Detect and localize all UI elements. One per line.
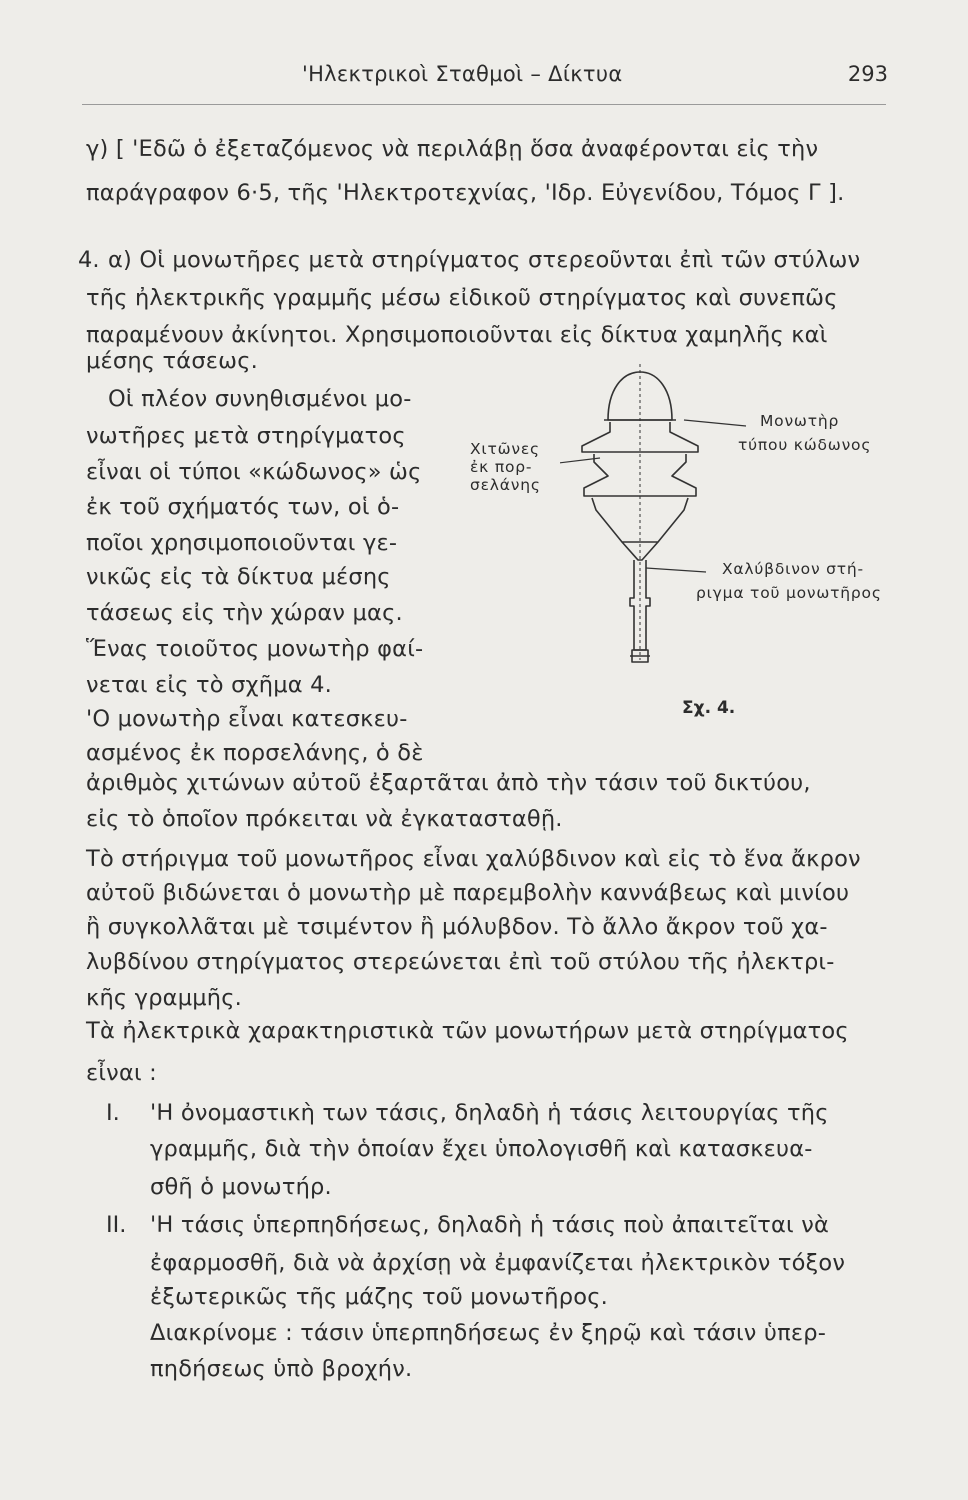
text-line: Οἱ πλέον συνηθισμένοι μο-	[108, 386, 412, 412]
list-item-line: ἐξωτερικῶς τῆς μάζης τοῦ μονωτῆρος.	[150, 1284, 608, 1310]
text-line: εἶναι οἱ τύποι «κώδωνος» ὡς	[86, 459, 422, 485]
text-line: ασμένος ἐκ πορσελάνης, ὁ δὲ	[86, 740, 424, 766]
list-item-line: πηδήσεως ὑπὸ βροχήν.	[150, 1356, 413, 1382]
text-line: κῆς γραμμῆς.	[86, 985, 242, 1011]
leader-insulator	[684, 420, 746, 426]
leader-support	[646, 568, 706, 572]
text-line: παραμένουν ἀκίνητοι. Χρησιμοποιοῦνται εἰς δίκτυα χαμηλῆς καὶ	[86, 322, 828, 348]
text-line: 'Ο μονωτὴρ εἶναι κατεσκευ-	[86, 706, 408, 732]
text-line: εἰς τὸ ὁποῖον πρόκειται νὰ ἐγκατασταθῇ.	[86, 806, 563, 832]
list-item-line: Διακρίνομε : τάσιν ὑπερπηδήσεως ἐν ξηρῷ καὶ τάσιν ὑπερ-	[150, 1320, 827, 1346]
text-line: τῆς ἠλεκτρικῆς γραμμῆς μέσω εἰδικοῦ στηρίγματος καὶ συνεπῶς	[86, 285, 838, 311]
list-marker: II.	[106, 1212, 127, 1238]
header-rule	[82, 104, 886, 105]
header-title: 'Ηλεκτρικοὶ Σταθμοὶ – Δίκτυα	[302, 62, 623, 86]
text-line: α) Οἱ μονωτῆρες μετὰ στηρίγματος στερεοῦνται ἐπὶ τῶν στύλων	[108, 247, 861, 273]
figure-label-sheds: σελάνης	[470, 476, 541, 494]
figure-label-support: ριγμα τοῦ μονωτῆρος	[696, 584, 882, 602]
text-line: παράγραφον 6·5, τῆς 'Ηλεκτροτεχνίας, 'Ιδρ. Εὐγενίδου, Τόμος Γ ].	[86, 180, 845, 206]
figure-caption: Σχ. 4.	[682, 698, 736, 718]
text-line: εἶναι :	[86, 1060, 157, 1086]
text-line: ἀριθμὸς χιτώνων αὐτοῦ ἐξαρτᾶται ἀπὸ τὴν τάσιν τοῦ δικτύου,	[86, 770, 811, 796]
text-line: μέσης τάσεως.	[86, 348, 258, 374]
figure-label-sheds: ἐκ πορ-	[470, 458, 533, 476]
figure-label-sheds: Χιτῶνες	[470, 440, 540, 458]
list-item-line: σθῆ ὁ μονωτήρ.	[150, 1174, 332, 1200]
list-item-line: ἐφαρμοσθῆ, διὰ νὰ ἀρχίσῃ νὰ ἐμφανίζεται ἠλεκτρικὸν τόξον	[150, 1250, 846, 1276]
text-line: τάσεως εἰς τὴν χώραν μας.	[86, 600, 403, 626]
list-item-line: 'Η τάσις ὑπερπηδήσεως, δηλαδὴ ἡ τάσις ποὺ ἀπαιτεῖται νὰ	[150, 1212, 830, 1238]
text-line: αὐτοῦ βιδώνεται ὁ μονωτὴρ μὲ παρεμβολὴν καννάβεως καὶ μινίου	[86, 880, 850, 906]
list-item-line: 'Η ὀνομαστικὴ των τάσις, δηλαδὴ ἡ τάσις λειτουργίας τῆς	[150, 1100, 829, 1126]
text-line: Τὸ στήριγμα τοῦ μονωτῆρος εἶναι χαλύβδινον καὶ εἰς τὸ ἕνα ἄκρον	[86, 846, 861, 872]
text-line: Τὰ ἠλεκτρικὰ χαρακτηριστικὰ τῶν μονωτήρων μετὰ στηρίγματος	[86, 1018, 849, 1044]
running-header	[80, 62, 888, 92]
text-line: γ) [ 'Εδῶ ὁ ἐξεταζόμενος νὰ περιλάβῃ ὅσα ἀναφέρονται εἰς τὴν	[86, 136, 819, 162]
list-marker: I.	[106, 1100, 120, 1126]
page-number: 293	[847, 62, 888, 86]
insulator-figure	[560, 360, 920, 700]
text-line: ποῖοι χρησιμοποιοῦνται γε-	[86, 530, 398, 556]
figure-label-support: Χαλύβδινον στή-	[722, 560, 864, 578]
text-line: νωτῆρες μετὰ στηρίγματος	[86, 423, 406, 449]
text-line: ἢ συγκολλᾶται μὲ τσιμέντον ἢ μόλυβδον. Τὸ ἄλλο ἄκρον τοῦ χα-	[86, 914, 828, 940]
text-line: νικῶς εἰς τὰ δίκτυα μέσης	[86, 564, 391, 590]
list-item-line: γραμμῆς, διὰ τὴν ὁποίαν ἔχει ὑπολογισθῆ καὶ κατασκευα-	[150, 1136, 813, 1162]
text-line: λυβδίνου στηρίγματος στερεώνεται ἐπὶ τοῦ στύλου τῆς ἠλεκτρι-	[86, 949, 835, 975]
figure-label-insulator: Μονωτὴρ	[760, 412, 840, 430]
text-line: Ἕνας τοιοῦτος μονωτὴρ φαί-	[86, 636, 424, 662]
text-line: ἐκ τοῦ σχήματός των, οἱ ὁ-	[86, 494, 400, 520]
text-line: νεται εἰς τὸ σχῆμα 4.	[86, 672, 332, 698]
item-number: 4.	[78, 247, 100, 273]
figure-label-insulator: τύπου κώδωνος	[738, 436, 872, 454]
